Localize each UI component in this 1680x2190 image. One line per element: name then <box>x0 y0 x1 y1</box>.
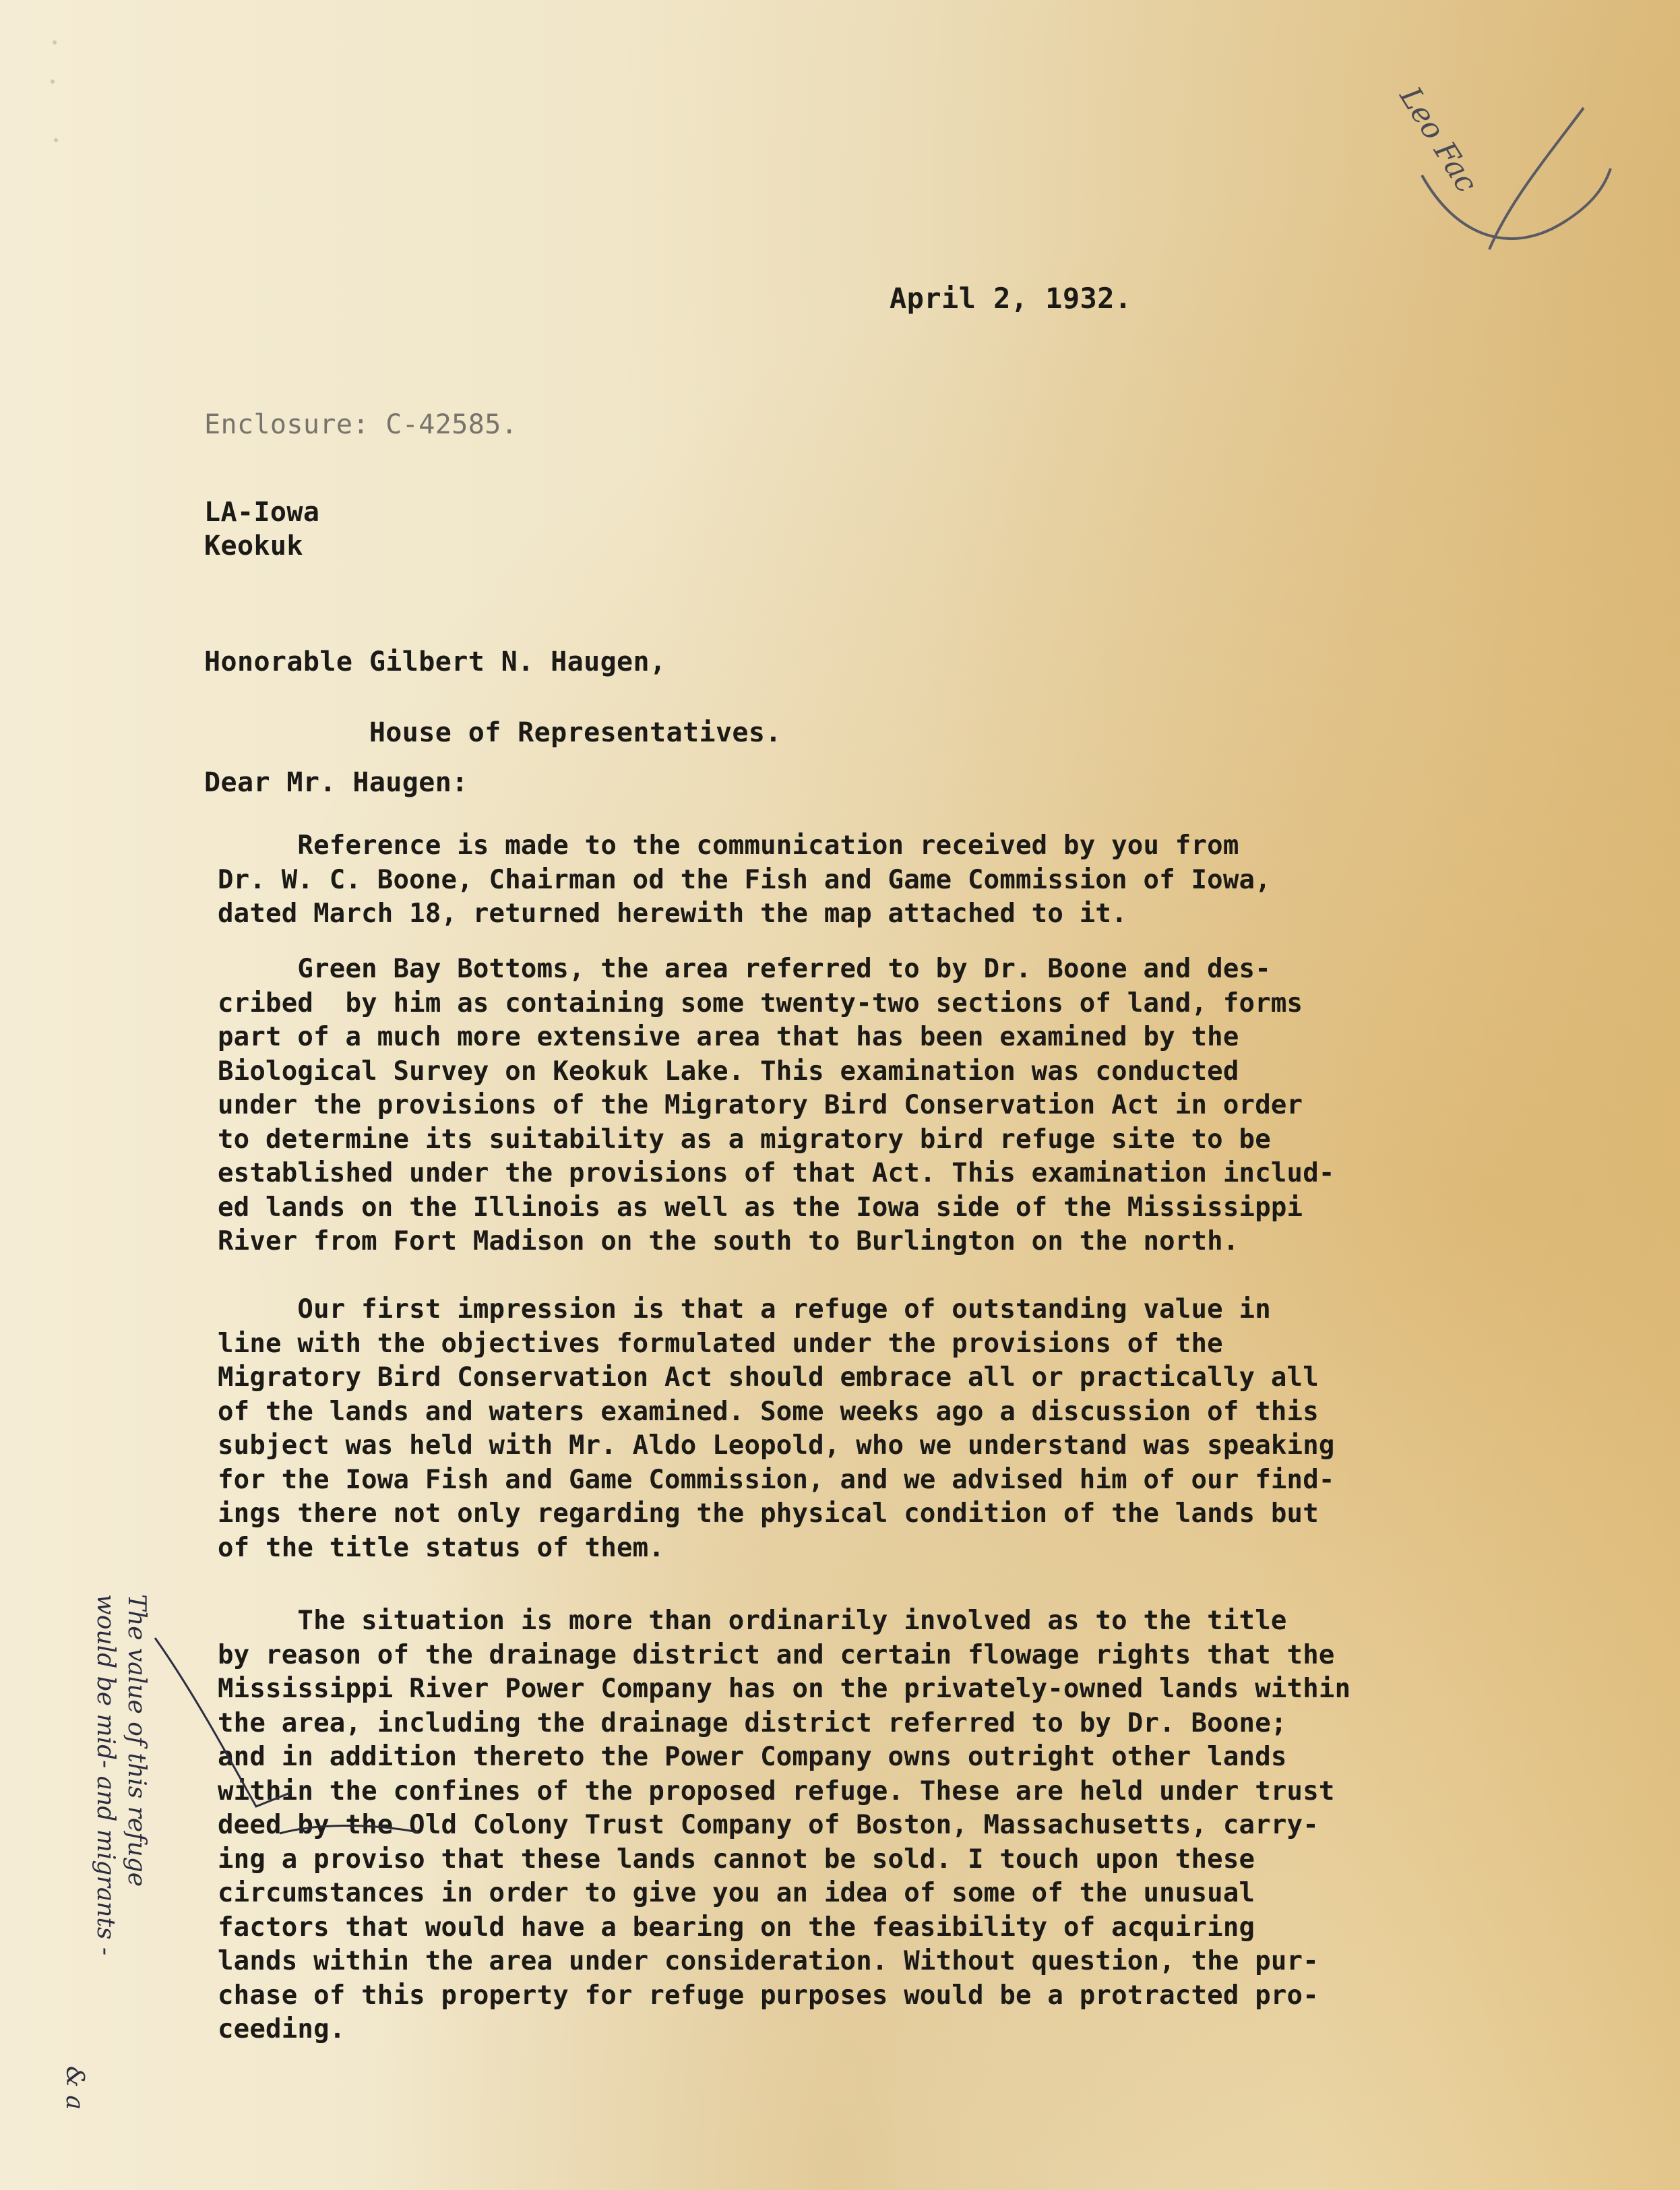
margin-note-line: & a <box>61 2066 88 2110</box>
file-ref-line: LA-Iowa <box>204 497 320 528</box>
paragraph-2 <box>218 952 1335 1259</box>
paragraph-line: Green Bay Bottoms, the area referred to by Dr. Boone and des- <box>218 954 1271 984</box>
file-reference <box>204 495 319 563</box>
addressee-name: Honorable Gilbert N. Haugen, <box>204 646 666 677</box>
paragraph-line: Biological Survey on Keokuk Lake. This examination was conducted <box>218 1056 1239 1087</box>
margin-note-line: The value of this refuge <box>123 1594 150 1887</box>
paragraph-line: established under the provisions of that Act. This examination includ- <box>218 1158 1335 1188</box>
paragraph-line: ings there not only regarding the physical condition of the lands but <box>218 1498 1319 1529</box>
paragraph-line: within the confines of the proposed refuge. These are held under trust <box>218 1775 1335 1806</box>
scan-speck <box>54 138 58 142</box>
paragraph-line: ing a proviso that these lands cannot be sold. I touch upon these <box>218 1844 1255 1875</box>
margin-note-line: would be mid- and migrants - <box>92 1594 119 1956</box>
paragraph-line: Mississippi River Power Company has on the privately-owned lands within <box>218 1674 1351 1704</box>
paragraph-line: ed lands on the Illinois as well as the Iowa side of the Mississippi <box>218 1192 1303 1223</box>
paragraph-line: ceeding. <box>218 2014 346 2044</box>
corner-pencil-stroke <box>1408 81 1624 256</box>
paragraph-line: of the lands and waters examined. Some weeks ago a discussion of this <box>218 1396 1319 1427</box>
paragraph-line: and in addition thereto the Power Company owns outright other lands <box>218 1742 1287 1772</box>
correction-strike <box>276 1820 425 1840</box>
addressee-office: House of Representatives. <box>204 717 782 748</box>
paragraph-line: cribed by him as containing some twenty-two sections of land, forms <box>218 987 1303 1018</box>
paragraph-line: line with the objectives formulated under the provisions of the <box>218 1328 1223 1359</box>
margin-pointer-line <box>148 1631 310 1833</box>
paragraph-line: dated March 18, returned herewith the map attached to it. <box>218 899 1127 929</box>
paragraph-line: subject was held with Mr. Aldo Leopold, who we understand was speaking <box>218 1430 1335 1461</box>
paragraph-3 <box>218 1293 1335 1565</box>
paragraph-line: Reference is made to the communication received by you from <box>218 830 1239 861</box>
paragraph-line: Migratory Bird Conservation Act should embrace all or practically all <box>218 1362 1319 1393</box>
paragraph-line: circumstances in order to give you an idea of some of the unusual <box>218 1878 1255 1908</box>
paragraph-line: to determine its suitability as a migratory bird refuge site to be <box>218 1124 1271 1155</box>
paragraph-line: Our first impression is that a refuge of outstanding value in <box>218 1294 1271 1325</box>
paragraph-line: under the provisions of the Migratory Bird Conservation Act in order <box>218 1090 1303 1120</box>
paragraph-line: for the Iowa Fish and Game Commission, and we advised him of our find- <box>218 1464 1335 1495</box>
letter-date: April 2, 1932. <box>890 282 1132 315</box>
paragraph-line: lands within the area under consideration. Without question, the pur- <box>218 1946 1319 1976</box>
corner-handwritten-note: Leo Fac <box>1392 81 1485 199</box>
paragraph-line: factors that would have a bearing on the feasibility of acquiring <box>218 1912 1255 1943</box>
paragraph-line: chase of this property for refuge purposes would be a protracted pro- <box>218 1980 1319 2011</box>
paragraph-line: deed by the Old Colony Trust Company of Boston, Massachusetts, carry- <box>218 1810 1319 1840</box>
file-ref-line: Keokuk <box>204 530 303 561</box>
paragraph-line: Dr. W. C. Boone, Chairman od the Fish and Game Commission of Iowa, <box>218 864 1271 895</box>
enclosure-line: Enclosure: C-42585. <box>204 409 518 440</box>
paragraph-line: by reason of the drainage district and certain flowage rights that the <box>218 1639 1335 1670</box>
salutation: Dear Mr. Haugen: <box>204 767 468 798</box>
paragraph-line: River from Fort Madison on the south to Burlington on the north. <box>218 1226 1239 1256</box>
margin-handwritten-note <box>61 1594 152 2154</box>
paragraph-line: of the title status of them. <box>218 1532 665 1563</box>
paragraph-1 <box>218 829 1271 932</box>
scan-speck <box>53 40 57 44</box>
scan-speck <box>51 80 55 84</box>
paragraph-line: the area, including the drainage district referred to by Dr. Boone; <box>218 1707 1287 1738</box>
paragraph-line: part of a much more extensive area that has been examined by the <box>218 1022 1239 1052</box>
paragraph-line: The situation is more than ordinarily involved as to the title <box>218 1606 1287 1636</box>
addressee-block <box>204 627 782 768</box>
